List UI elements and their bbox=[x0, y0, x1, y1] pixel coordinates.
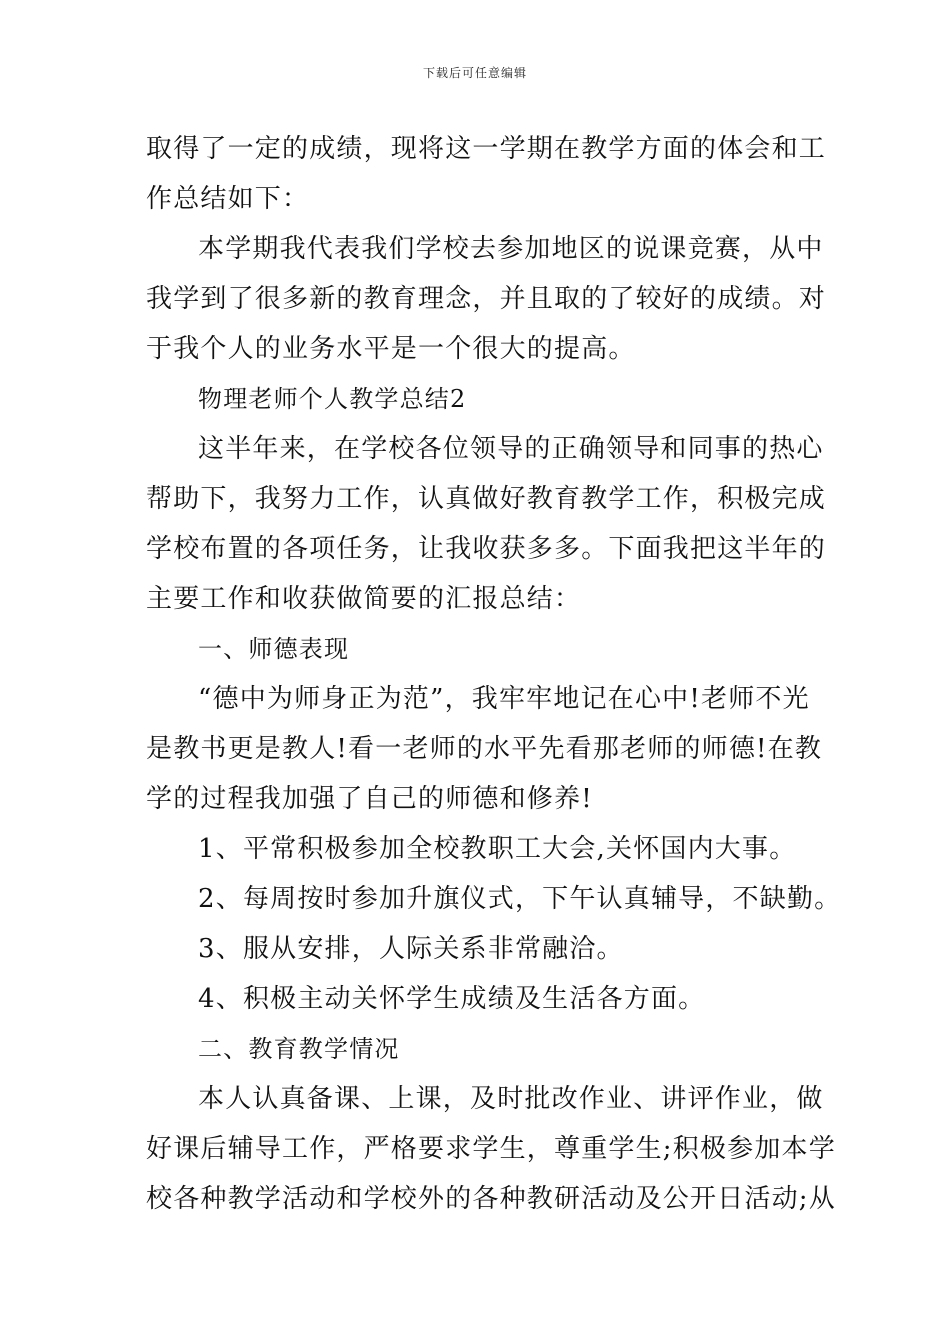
paragraph-line: 作总结如下： bbox=[146, 184, 310, 214]
paragraph-line: 于我个人的业务水平是一个很大的提高。 bbox=[146, 334, 636, 364]
paragraph-line: 主要工作和收获做简要的汇报总结： bbox=[146, 584, 582, 614]
paragraph-line: 校各种教学活动和学校外的各种教研活动及公开日活动;从 bbox=[146, 1184, 836, 1214]
page-header: 下载后可任意编辑 bbox=[422, 66, 527, 80]
paragraph-line: 是教书更是教人!看一老师的水平先看那老师的师德!在教 bbox=[146, 734, 823, 764]
paragraph-line: 帮助下，我努力工作，认真做好教育教学工作，积极完成 bbox=[146, 484, 827, 514]
paragraph-line: 学校布置的各项任务，让我收获多多。下面我把这半年的 bbox=[146, 534, 827, 564]
list-item: 4、积极主动关怀学生成绩及生活各方面。 bbox=[198, 984, 706, 1014]
paragraph-line: 本学期我代表我们学校去参加地区的说课竞赛，从中 bbox=[198, 234, 824, 264]
section-title: 物理老师个人教学总结2 bbox=[198, 385, 467, 413]
section-heading: 一、师德表现 bbox=[198, 635, 350, 663]
paragraph-line: 我学到了很多新的教育理念，并且取的了较好的成绩。对 bbox=[146, 284, 827, 314]
paragraph-line: 这半年来，在学校各位领导的正确领导和同事的热心 bbox=[198, 434, 824, 464]
paragraph-line: “德中为师身正为范”，我牢牢地记在心中!老师不光 bbox=[198, 684, 810, 714]
section-heading: 二、教育教学情况 bbox=[198, 1035, 400, 1063]
paragraph-line: 取得了一定的成绩，现将这一学期在教学方面的体会和工 bbox=[146, 134, 827, 164]
list-item: 1、平常积极参加全校教职工大会,关怀国内大事。 bbox=[198, 834, 797, 864]
paragraph-line: 本人认真备课、上课，及时批改作业、讲评作业，做 bbox=[198, 1084, 824, 1114]
paragraph-line: 学的过程我加强了自己的师德和修养! bbox=[146, 784, 593, 814]
document-body bbox=[146, 124, 842, 1224]
paragraph-line: 好课后辅导工作，严格要求学生，尊重学生;积极参加本学 bbox=[146, 1134, 836, 1164]
list-item: 3、服从安排，人际关系非常融洽。 bbox=[198, 934, 624, 964]
list-item: 2、每周按时参加升旗仪式，下午认真辅导，不缺勤。 bbox=[198, 884, 842, 914]
